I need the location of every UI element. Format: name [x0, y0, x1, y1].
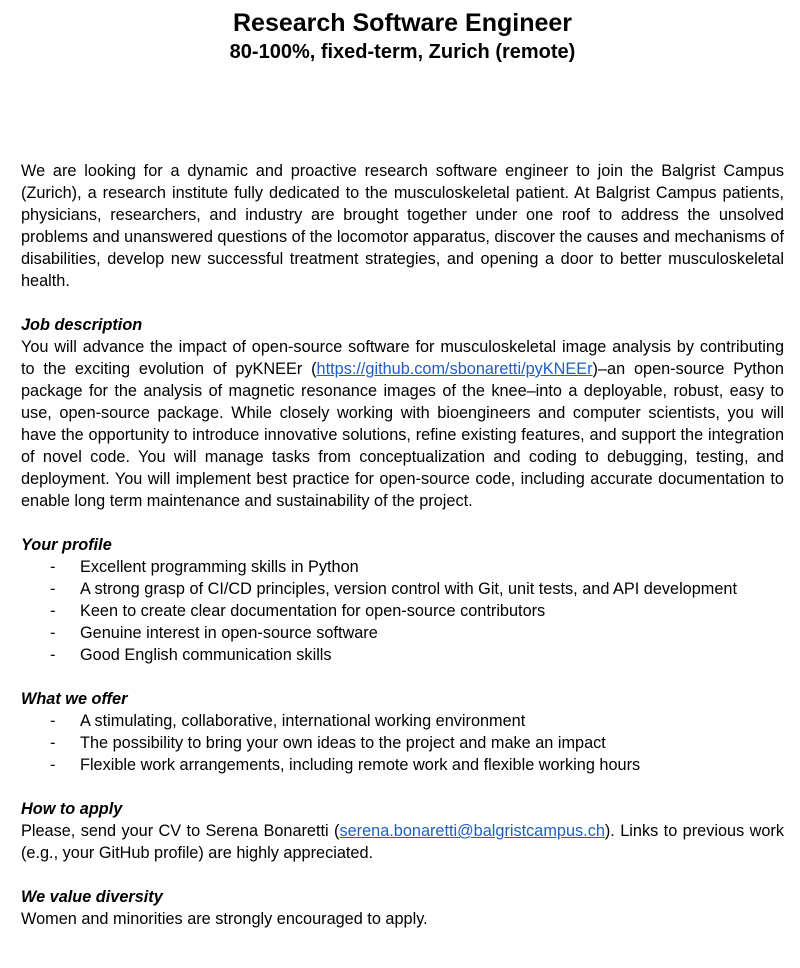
list-item-text: The possibility to bring your own ideas to the project and make an impact	[80, 734, 606, 752]
diversity-heading: We value diversity	[21, 888, 163, 906]
list-item-text: A stimulating, collaborative, international working environment	[80, 712, 526, 730]
apply-text-end: ). Links to previous work (e.g., your GitHub profile) are highly appreciated.	[21, 822, 784, 862]
job-description-heading: Job description	[21, 316, 143, 334]
list-item-text: Flexible work arrangements, including remote work and flexible working hours	[80, 756, 641, 774]
page-subtitle: 80-100%, fixed-term, Zurich (remote)	[229, 41, 576, 63]
dash-bullet: -	[50, 712, 56, 730]
dash-bullet: -	[50, 734, 56, 752]
pykneer-github-link[interactable]: https://github.com/sbonaretti/pyKNEEr	[316, 360, 593, 378]
list-item	[21, 600, 784, 622]
dash-bullet: -	[50, 602, 56, 620]
list-item	[21, 732, 784, 754]
apply-text-start: Please, send your CV to Serena Bonaretti (	[21, 822, 340, 840]
intro-paragraph: We are looking for a dynamic and proactive research software engineer to join the Balgrist Campus (Zurich), a research institute fully dedicated to the musculoskeletal patient. At Balgrist Campus patients, physicians, researchers, and industry are brought together under one roof to address the unsolved problems and unanswered questions of the locomotor apparatus, discover the causes and mechanisms of disabilities, develop new successful treatment strategies, and opening a door to better musculoskeletal health.	[21, 162, 784, 290]
dash-bullet: -	[50, 756, 56, 774]
list-item-text: Genuine interest in open-source software	[80, 624, 378, 642]
list-item-text: Keen to create clear documentation for open-source contributors	[80, 602, 546, 620]
dash-bullet: -	[50, 646, 56, 664]
dash-bullet: -	[50, 624, 56, 642]
list-item	[21, 644, 784, 666]
profile-heading: Your profile	[21, 536, 112, 554]
job-posting-page	[0, 8, 800, 968]
list-item	[21, 710, 784, 732]
list-item-text: A strong grasp of CI/CD principles, version control with Git, unit tests, and API development	[80, 580, 737, 598]
list-item-text: Good English communication skills	[80, 646, 332, 664]
dash-bullet: -	[50, 580, 56, 598]
job-description-paragraph	[21, 336, 784, 512]
diversity-paragraph: Women and minorities are strongly encouraged to apply.	[21, 910, 428, 928]
apply-paragraph	[21, 820, 784, 864]
offer-heading: What we offer	[21, 690, 128, 708]
apply-heading: How to apply	[21, 800, 123, 818]
dash-bullet: -	[50, 558, 56, 576]
contact-email-link[interactable]: serena.bonaretti@balgristcampus.ch	[339, 822, 605, 840]
page-title: Research Software Engineer	[232, 9, 572, 37]
list-item	[21, 622, 784, 644]
list-item-text: Excellent programming skills in Python	[80, 558, 359, 576]
profile-list	[21, 556, 784, 666]
job-description-text-start: You will advance the impact of open-source software for musculoskeletal image analysis by contributing to the exciting evolution of pyKNEEr (	[21, 338, 784, 378]
list-item	[21, 578, 784, 600]
list-item	[21, 754, 784, 776]
offer-list	[21, 710, 784, 776]
job-description-text-end: )–an open-source Python package for the analysis of magnetic resonance images of the knee–into a deployable, robust, easy to use, open-source package. While closely working with bioengineers and computer scientists, you will have the opportunity to introduce innovative solutions, refine existing features, and support the integration of novel code. You will manage tasks from conceptualization and coding to debugging, testing, and deployment. You will implement best practice for open-source code, including accurate documentation to enable long term maintenance and sustainability of the project.	[21, 360, 784, 510]
list-item	[21, 556, 784, 578]
